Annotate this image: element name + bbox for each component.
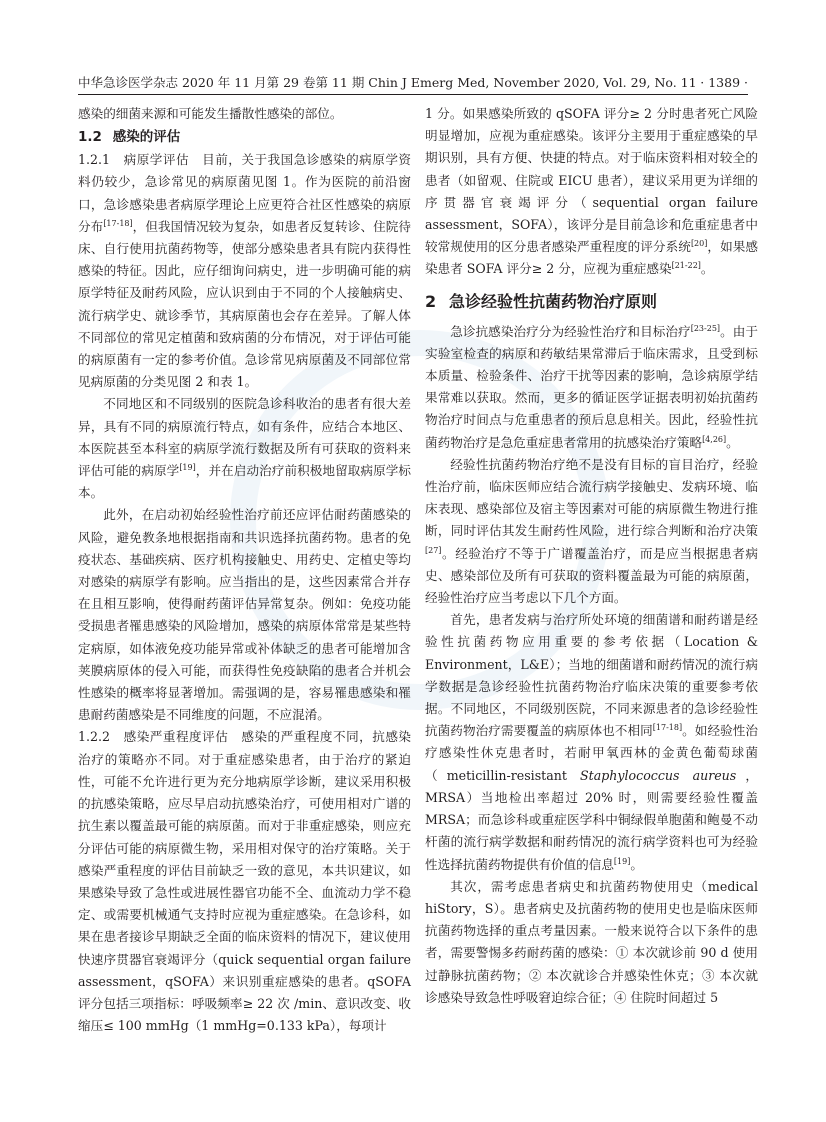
section-title: 急诊经验性抗菌药物治疗原则 <box>448 291 657 311</box>
section-number: 1.2 <box>78 129 102 146</box>
citation-ref: [17-18] <box>103 218 133 228</box>
paragraph-continuation: 感染的细菌来源和可能发生播散性感染的部位。 <box>78 106 343 121</box>
paragraph-medical-history: 其次，需考虑患者病史和抗菌药物使用史（medical hiStory，S）。患者病史及抗菌药物的使用史也是临床医师抗菌药物选择的重点考量因素。一般来说符合以下条件的患者，需要警惕多药耐药菌的感染：① 本次就诊前 90 d 使用过静脉抗菌药物；② 本次就诊合并感染性休克；③ 本次就诊感染导致急性呼吸窘迫综合征；④ 住院时间超过 5 <box>425 878 758 1005</box>
section-title: 感染的评估 <box>112 129 181 146</box>
text-run: 。 <box>700 261 714 277</box>
text-run: 1.2.1 病原学评估 目前，关于我国急诊感染的病原学资料仍较少，急诊常见的病原菌见图 1。作为医院的前沿窗口，急诊感染患者病原学理论上应更符合社区性感染的病原分布 <box>78 152 411 234</box>
right-column <box>425 103 758 1009</box>
journal-citation: 中华急诊医学杂志 2020 年 11 月第 29 卷第 11 期 Chin J Emerg Med, November 2020, Vol. 29, No. 11 <box>78 75 697 90</box>
paragraph-resistance-risk: 此外，在启动初始经验性治疗前还应评估耐药菌感染的风险，避免教条地根据指南和共识选择抗菌药物。患者的免疫状态、基础疾病、医疗机构接触史、用药史、定植史等均对感染的病原学有影响。应当指出的是，这些因素常合并存在且相互影响，使得耐药菌评估异常复杂。例如：免疫功能受损患者罹患感染的风险增加，感染的病原体常常是某些特定病原，如体液免疫功能异常或补体缺乏的患者可能增加含荚膜病原体的侵入可能，而获得性免疫缺陷的患者合并机会性感染的概率将显著增加。需强调的是，容易罹患感染和罹患耐药菌感染是不同维度的问题，不应混淆。 <box>78 507 411 723</box>
citation-ref: [19] <box>179 462 196 472</box>
text-run: 。由于实验室检查的病原和药敏结果常滞后于临床需求，且受到标本质量、检验条件、治疗干扰等因素的影响，急诊病原学结果常难以获取。然而，更多的循证医学证据表明初始抗菌药物治疗时间点与危重患者的预后息息相关。因此，经验性抗菌药物治疗是急危重症患者常用的抗感染治疗策略 <box>425 323 759 450</box>
text-run: 。 <box>726 434 739 450</box>
paragraph-location-environment <box>425 609 758 875</box>
citation-ref: [20] <box>690 239 708 249</box>
text-run: 不同地区和不同级别的医院急诊科收治的患者有很大差异，具有不同的病原流行特点，如有条件，应结合本地区、本医院甚至本科室的病原学流行数据及所有可获取的资料来评估可能的病原学 <box>78 396 411 479</box>
text-run: 。经验治疗不等于广谱覆盖治疗，而是应当根据患者病史、感染部位及所有可获取的资料覆盖最为可能的病原菌，经验性治疗应当考虑以下几个方面。 <box>425 545 758 606</box>
paragraph-empiric-not-blind <box>425 454 758 609</box>
citation-ref: [27] <box>425 545 442 555</box>
text-run: ，如果感染患者 SOFA 评分≥ 2 分，应视为重症感染 <box>425 239 759 277</box>
section-heading-2 <box>425 289 758 315</box>
paragraph-severity-evaluation: 1.2.2 感染严重程度评估 感染的严重程度不同，抗感染治疗的策略亦不同。对于重症感染患者，由于治疗的紧迫性，可能不允许进行更为充分地病原学诊断，建议采用积极的抗感染策略，应尽早启动抗感染治疗，可使用相对广谱的抗生素以覆盖最可能的病原菌。而对于非重症感染，则应充分评估可能的病原微生物，采用相对保守的治疗策略。关于感染严重程度的评估目前缺乏一致的意见，本共识建议，如果感染导致了急性或进展性器官功能不全、血流动力学不稳定、或需要机械通气支持时应视为重症感染。在急诊科，如果在患者接诊早期缺乏全面的临床资料的情况下，建议使用快速序贯器官衰竭评分（quick sequential organ failure assessment，qSOFA）来识别重症感染的患者。qSOFA 评分包括三项指标：呼吸频率≥ 22 次 /min、意识改变、收缩压≤ 100 mmHg（1 mmHg=0.133 kPa），每项计 <box>78 729 411 1034</box>
left-column <box>78 103 411 1037</box>
text-run: ，但我国情况较为复杂，如患者反复转诊、住院待床、自行使用抗菌药物等，使部分感染患者具有院内获得性感染的特征。因此，应仔细询问病史，进一步明确可能的病原学特征及耐药风险，应认识到由于不同的个人接触病史、流行病学史、就诊季节，其病原菌也会存在差异。了解人体不同部位的常见定植菌和致病菌的分布情况，对于评估可能的病原菌有一定的参考价值。急诊常见病原菌及不同部位常见病原菌的分类见图 2 和表 1。 <box>78 218 412 390</box>
text-run: 经验性抗菌药物治疗绝不是没有目标的盲目治疗，经验性治疗前，临床医师应结合流行病学接触史、发病环境、临床表现、感染部位及宿主等因素对可能的病原微生物进行推断，同时评估其发生耐药性风险，进行综合判断和治疗决策 <box>425 456 758 539</box>
text-run: 急诊抗感染治疗分为经验性治疗和目标治疗 <box>450 323 691 339</box>
paragraph-empiric-vs-target <box>425 321 758 454</box>
species-name: Staphylococcus aureus <box>580 767 737 783</box>
text-run: ，MRSA）当地检出率超过 20% 时，则需要经验性覆盖 MRSA；而急诊科或重症医学科中铜绿假单胞菌和鲍曼不动杆菌的流行病学数据和耐药情况的流行病学资料也可为经验性选择抗菌药物提供有价值的信息 <box>425 767 758 872</box>
page-number: · 1389 · <box>700 75 748 90</box>
section-number: 2 <box>425 291 437 311</box>
citation-ref: [17-18] <box>652 723 683 733</box>
running-header <box>78 72 748 95</box>
citation-ref: [21-22] <box>671 261 701 271</box>
text-run: 。如经验性治疗感染性休克患者时，若耐甲氧西林的金黄色葡萄球菌（meticillin-resistant <box>425 723 759 783</box>
citation-ref: [23-25] <box>690 323 721 333</box>
text-run: 。 <box>630 856 643 872</box>
paragraph-qsofa-continuation <box>425 103 758 281</box>
citation-ref: [19] <box>613 856 631 866</box>
section-heading-1-2 <box>78 125 411 149</box>
text-run: 首先，患者发病与治疗所处环境的细菌谱和耐药谱是经验性抗菌药物应用重要的参考依据（Location & Environment，L&E）；当地的细菌谱和耐药情况的流行病学数据是急诊经验性抗菌药物治疗临床决策的重要参考依据。不同地区，不同级别医院，不同来源患者的急诊经验性抗菌药物治疗需要覆盖的病原体也不相同 <box>425 612 758 739</box>
citation-ref: [4,26] <box>702 434 727 444</box>
paragraph-regional-differences <box>78 393 411 504</box>
text-run: 1 分。如果感染所致的 qSOFA 评分≥ 2 分时患者死亡风险明显增加，应视为重症感染。该评分主要用于重症感染的早期识别，具有方便、快捷的特点。对于临床资料相对较全的患者（如留观、住院或 EICU 患者），建议采用更为详细的序贯器官衰竭评分（sequential organ failure assessment，SOFA），该评分是目前急诊和危重症患者中较常规使用的区分患者感染严重程度的评分系统 <box>425 106 758 255</box>
paragraph-pathogen-evaluation <box>78 149 411 393</box>
text-run: ，并在启动治疗前积极地留取病原学标本。 <box>78 463 412 501</box>
